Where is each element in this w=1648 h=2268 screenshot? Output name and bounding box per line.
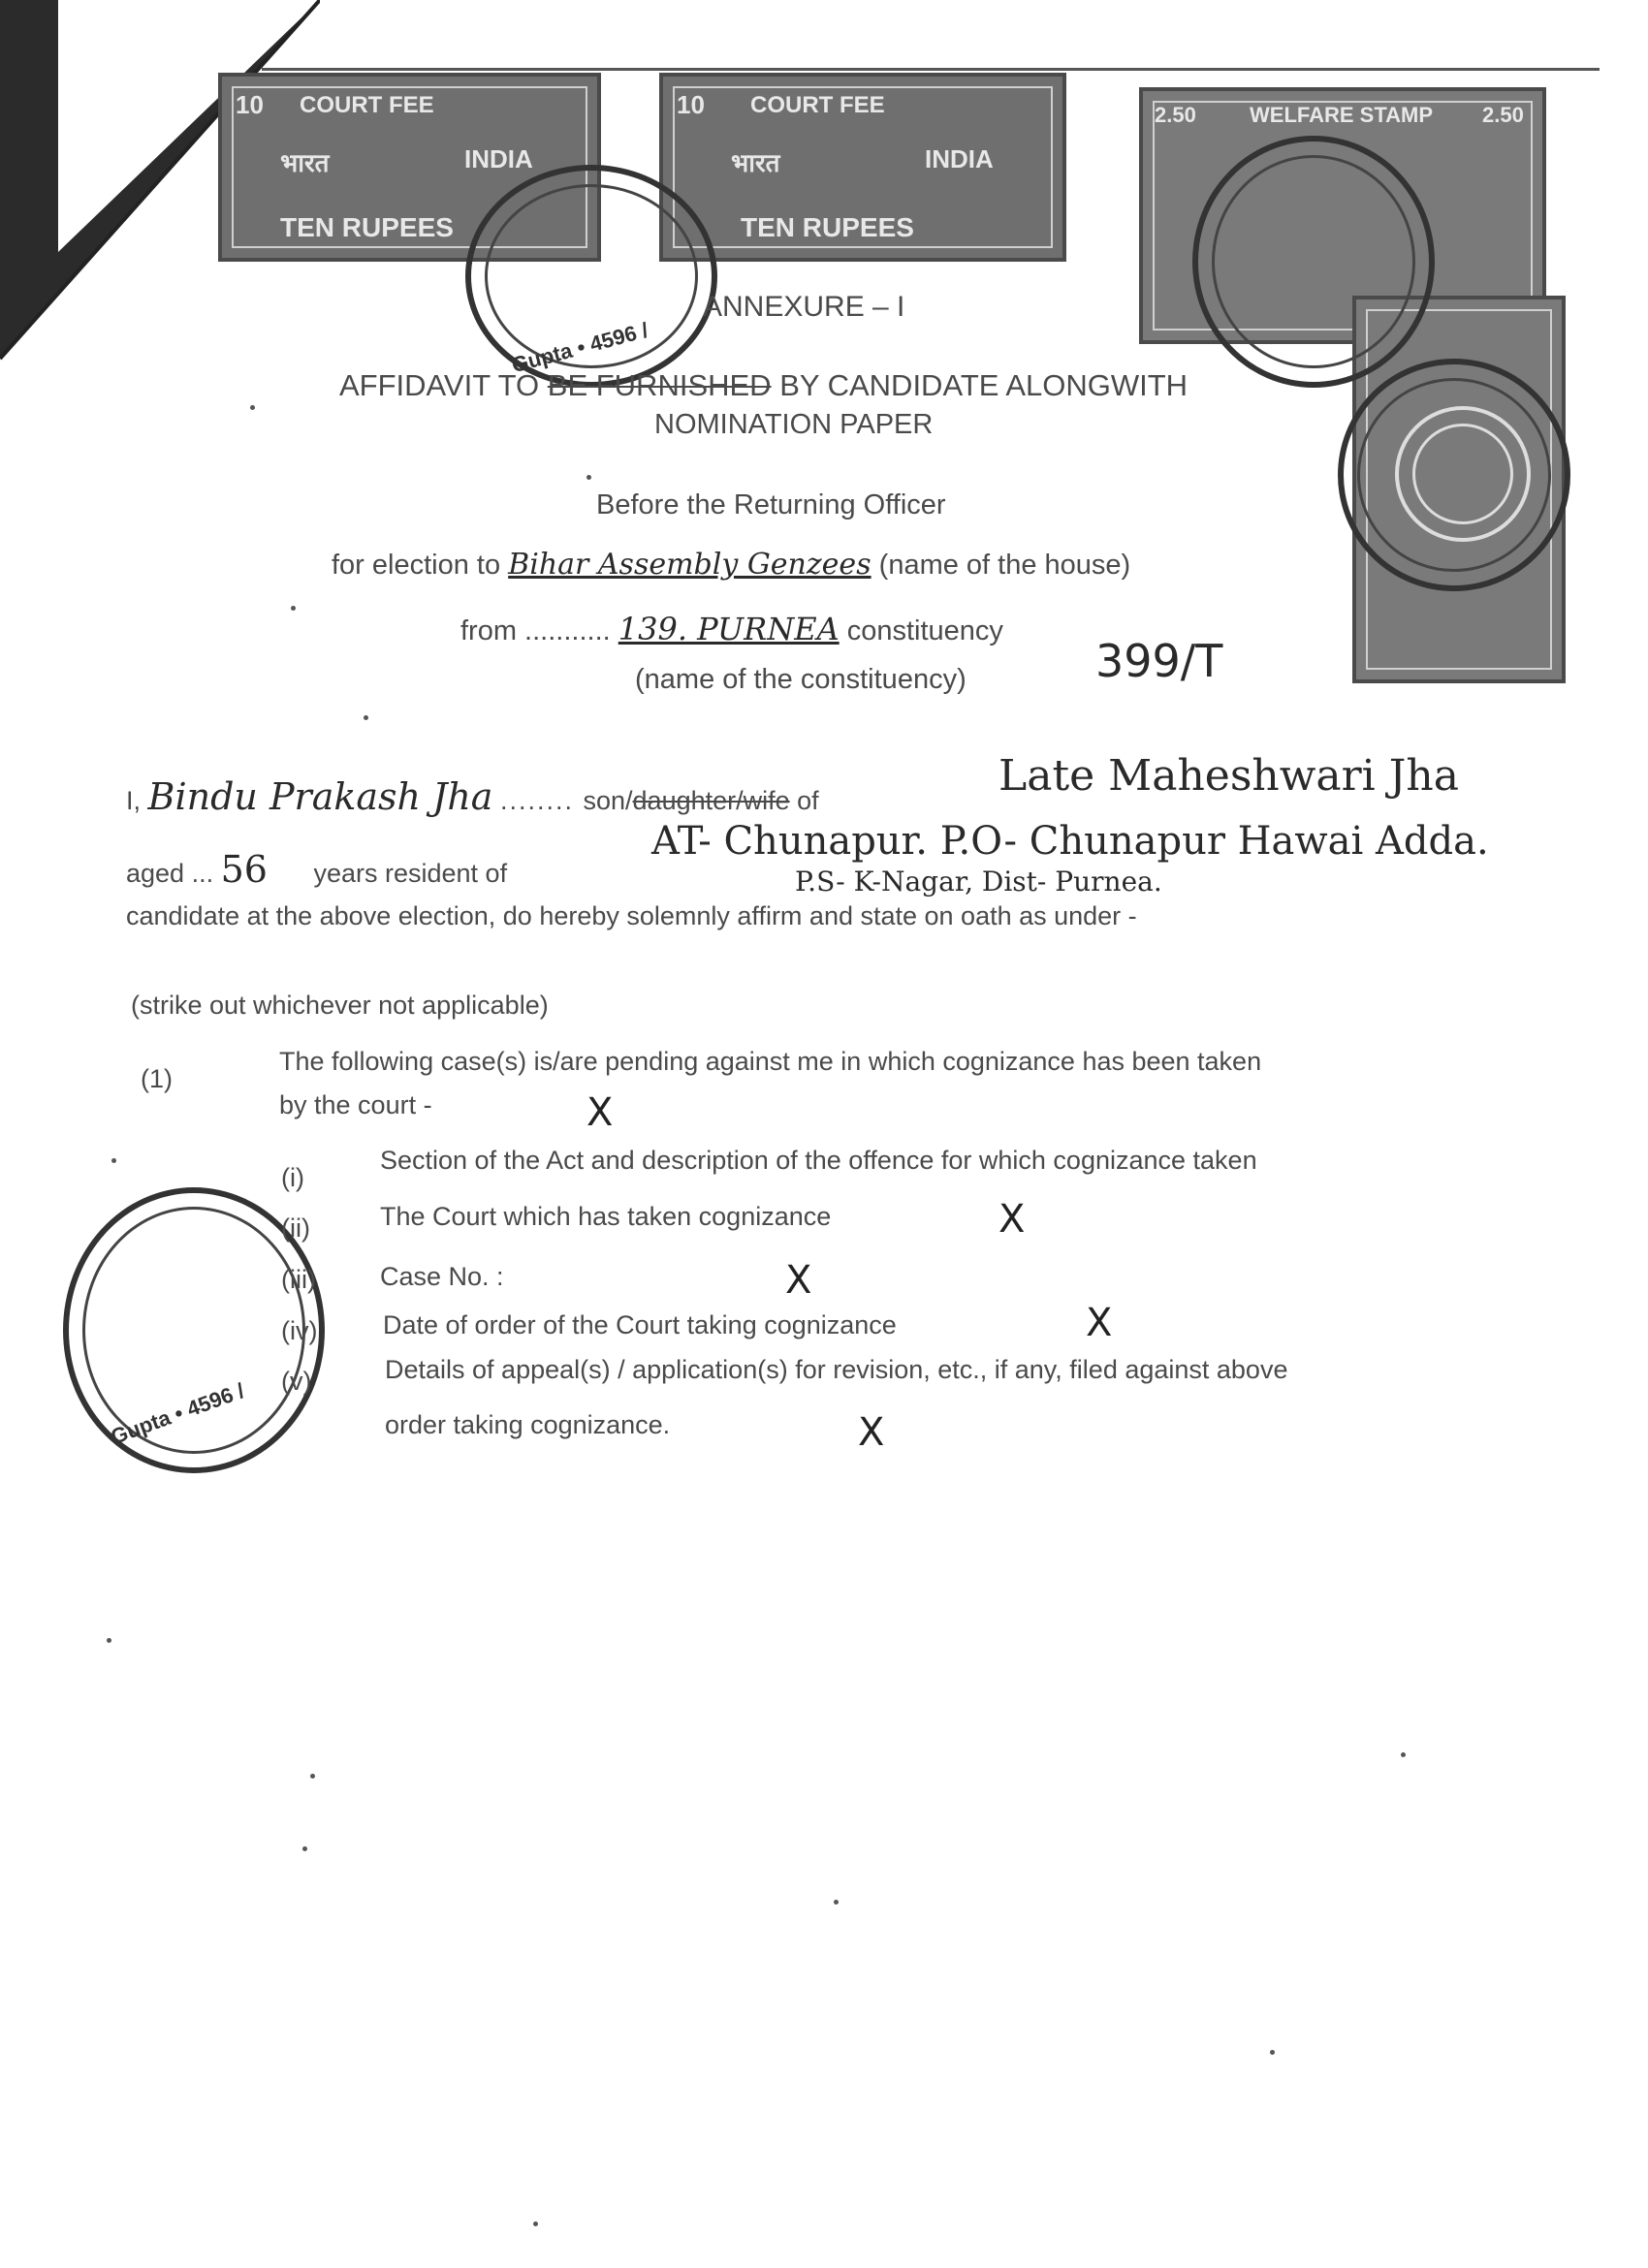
father-name-handwritten: Late Maheshwari Jha bbox=[998, 751, 1459, 801]
scan-speck bbox=[1401, 1752, 1406, 1757]
relation-prefix: son/ bbox=[583, 786, 633, 815]
cross-mark: X bbox=[998, 1197, 1026, 1242]
stamp-hindi: भारत bbox=[280, 148, 330, 177]
scan-speck bbox=[291, 606, 296, 611]
subitem-text: Section of the Act and description of the offence for which cognizance taken bbox=[380, 1146, 1257, 1175]
stamp-value: 10 bbox=[236, 90, 264, 119]
cross-mark: X bbox=[858, 1410, 885, 1455]
reference-number-handwritten: 399/T bbox=[1095, 635, 1223, 687]
house-name-handwritten: Bihar Assembly Genzees bbox=[508, 548, 872, 582]
title-struck: BE FURNISHED bbox=[547, 368, 772, 402]
declarant-line: I, Bindu Prakash Jha ........ son/daughter/wife of bbox=[126, 775, 819, 818]
affirm-line: candidate at the above election, do hereby solemnly affirm and state on oath as under - bbox=[126, 901, 1137, 930]
constituency-suffix: constituency bbox=[846, 615, 1003, 646]
house-suffix: (name of the house) bbox=[878, 550, 1131, 581]
subitem-text: Date of order of the Court taking cognizance bbox=[383, 1310, 897, 1339]
subitem-text: The Court which has taken cognizance bbox=[380, 1202, 832, 1231]
strike-note: (strike out whichever not applicable) bbox=[131, 991, 549, 1020]
subitem-label: (ii) bbox=[281, 1213, 310, 1243]
subitem-text: Case No. : bbox=[380, 1262, 504, 1291]
stamp-denomination: TEN RUPEES bbox=[741, 212, 914, 242]
resident-text: years resident of bbox=[313, 859, 508, 888]
from-prefix: from ........... bbox=[460, 615, 611, 646]
scan-speck bbox=[834, 1900, 839, 1905]
top-edge-line bbox=[262, 68, 1600, 71]
last-line: order taking cognizance. bbox=[385, 1410, 671, 1439]
scan-speck bbox=[107, 1638, 111, 1643]
cross-mark: X bbox=[785, 1258, 812, 1303]
annexure-heading: ANNEXURE – I bbox=[703, 291, 905, 323]
court-fee-stamp-2 bbox=[659, 73, 1066, 262]
notary-seal-1 bbox=[465, 165, 717, 388]
subitem-label: (v) bbox=[281, 1367, 312, 1396]
scan-speck bbox=[1270, 2050, 1275, 2055]
age-line bbox=[126, 848, 507, 891]
notary-seal-2 bbox=[1192, 136, 1435, 388]
relation-struck: daughter/wife bbox=[632, 786, 790, 815]
aged-prefix: aged ... bbox=[126, 859, 214, 888]
stamp-country: INDIA bbox=[925, 144, 994, 173]
stamp-heading: COURT FEE bbox=[300, 92, 434, 118]
stamp-heading: COURT FEE bbox=[750, 92, 885, 118]
seal-text: Gupta • 4596 / bbox=[107, 1378, 248, 1450]
scan-speck bbox=[302, 1846, 307, 1851]
cross-mark: X bbox=[1086, 1301, 1113, 1345]
election-line bbox=[332, 548, 1130, 582]
seal-text: Gupta • 4596 / bbox=[509, 317, 651, 378]
scan-speck bbox=[310, 1774, 315, 1779]
stamp-hindi: भारत bbox=[731, 148, 780, 177]
affidavit-title bbox=[339, 368, 1188, 403]
address-handwritten: AT- Chunapur. P.O- Chunapur Hawai Adda. bbox=[651, 819, 1489, 864]
affidavit-title-line2: NOMINATION PAPER bbox=[654, 409, 934, 440]
candidate-name-handwritten: Bindu Prakash Jha bbox=[147, 775, 493, 818]
scan-speck bbox=[364, 715, 368, 720]
stamp-value-right: 2.50 bbox=[1482, 103, 1524, 127]
notary-seal-3 bbox=[1338, 359, 1570, 591]
stamp-heading: WELFARE STAMP bbox=[1250, 103, 1434, 127]
subitem-label: (iii) bbox=[281, 1265, 316, 1294]
stamp-denomination: TEN RUPEES bbox=[280, 212, 454, 242]
from-line bbox=[460, 611, 1003, 647]
stamp-value-left: 2.50 bbox=[1155, 103, 1196, 127]
constituency-handwritten: 139. PURNEA bbox=[618, 611, 840, 647]
returning-officer-line: Before the Returning Officer bbox=[596, 489, 946, 520]
subitem-label: (i) bbox=[281, 1163, 304, 1192]
title-part-1: AFFIDAVIT TO bbox=[339, 368, 540, 402]
item-number: (1) bbox=[141, 1064, 173, 1093]
scan-speck bbox=[250, 405, 255, 410]
subitem-label: (iv) bbox=[281, 1316, 318, 1345]
address-handwritten-line2: P.S- K-Nagar, Dist- Purnea. bbox=[795, 866, 1162, 898]
election-prefix: for election to bbox=[332, 550, 501, 581]
stamp-country: INDIA bbox=[464, 144, 533, 173]
item-text-line2: by the court - bbox=[279, 1090, 432, 1119]
scan-speck bbox=[533, 2221, 538, 2226]
i-prefix: I, bbox=[126, 786, 142, 815]
scan-speck bbox=[111, 1158, 116, 1163]
age-handwritten: 56 bbox=[220, 848, 268, 891]
cross-mark: X bbox=[586, 1090, 614, 1135]
title-part-2: BY CANDIDATE ALONGWITH bbox=[779, 368, 1188, 402]
scan-speck bbox=[586, 475, 591, 480]
relation-suffix: of bbox=[797, 786, 819, 815]
subitem-text: Details of appeal(s) / application(s) for revision, etc., if any, filed against above bbox=[385, 1355, 1288, 1384]
constituency-note: (name of the constituency) bbox=[635, 664, 967, 695]
item-text-line1: The following case(s) is/are pending against me in which cognizance has been taken bbox=[279, 1047, 1262, 1076]
stamp-value: 10 bbox=[677, 90, 705, 119]
